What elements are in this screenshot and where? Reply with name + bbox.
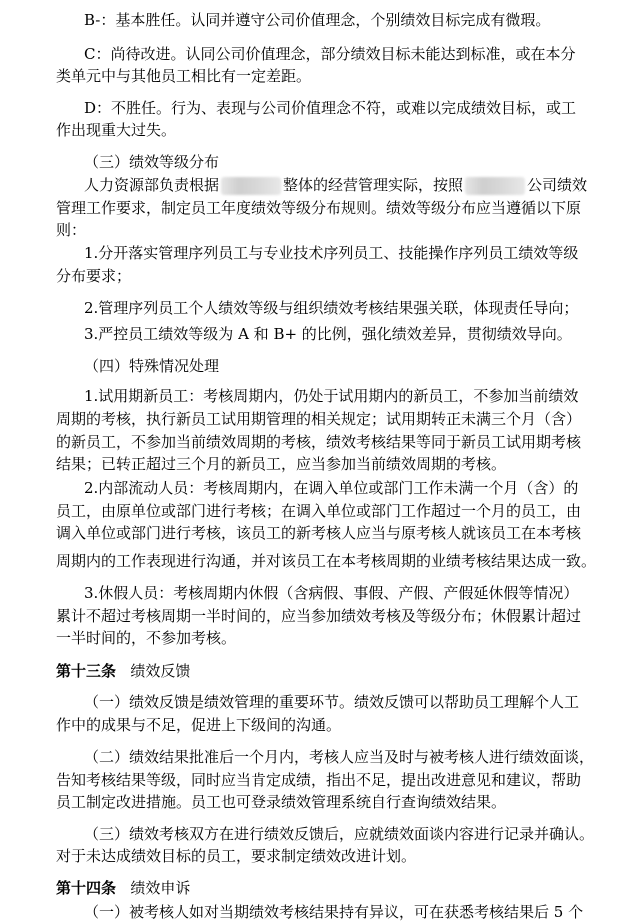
text-segment: 公司绩效 — [527, 176, 588, 194]
text-line: 则： — [56, 221, 87, 239]
redacted-company-name — [465, 177, 525, 195]
text-line: 3.严控员工绩效等级为 A 和 B+ 的比例，强化绩效差异，贯彻绩效导向。 — [84, 325, 572, 343]
text-line: 的新员工，不参加当前绩效周期的考核，绩效考核结果等同于新员工试用期考核 — [56, 433, 582, 451]
text-line: 员工制定改进措施。员工也可登录绩效管理系统自行查询绩效结果。 — [56, 793, 507, 811]
article-number: 第十四条 — [56, 879, 117, 897]
redacted-company-name — [221, 177, 281, 195]
section-heading: （三）绩效等级分布 — [84, 153, 220, 171]
text-line: 员工，由原单位或部门进行考核；在调入单位或部门工作超过一个月的员工，由 — [56, 502, 582, 520]
text-line: 1.试用期新员工：考核周期内，仍处于试用期内的新员工，不参加当前绩效 — [84, 387, 579, 405]
text-line: 调入单位或部门进行考核，该员工的新考核人应当与原考核人就该员工在本考核 — [56, 524, 582, 542]
text-line: 1.分开落实管理序列员工与专业技术序列员工、技能操作序列员工绩效等级 — [84, 244, 579, 262]
article-heading — [56, 661, 190, 681]
section-heading: （四）特殊情况处理 — [84, 357, 220, 375]
text-line: 结果；已转正超过三个月的新员工，应当参加当前绩效周期的考核。 — [56, 455, 507, 473]
text-line: D：不胜任。行为、表现与公司价值理念不符，或难以完成绩效目标，或工 — [84, 99, 577, 117]
text-line: （一）绩效反馈是绩效管理的重要环节。绩效反馈可以帮助员工理解个人工 — [84, 693, 580, 711]
text-line: 周期的考核，执行新员工试用期管理的相关规定；试用期转正未满三个月（含） — [56, 410, 582, 428]
article-heading — [56, 878, 190, 898]
text-line: 类单元中与其他员工相比有一定差距。 — [56, 67, 312, 85]
text-segment: 人力资源部负责根据 — [84, 176, 220, 194]
text-line: 对于未达成绩效目标的员工，要求制定绩效改进计划。 — [56, 847, 417, 865]
text-line: 管理工作要求，制定员工年度绩效等级分布规则。绩效等级分布应当遵循以下原 — [56, 199, 582, 217]
article-number: 第十三条 — [56, 662, 117, 680]
text-line: 分布要求； — [56, 267, 132, 285]
text-line: 3.休假人员：考核周期内休假（含病假、事假、产假、产假延休假等情况） — [84, 584, 579, 602]
text-line: 作出现重大过失。 — [56, 121, 177, 139]
text-line: 2.管理序列员工个人绩效等级与组织绩效考核结果强关联，体现责任导向； — [84, 299, 579, 317]
article-title: 绩效反馈 — [130, 662, 191, 680]
text-line: 告知考核结果等级，同时应当肯定成绩，指出不足，提出改进意见和建议，帮助 — [56, 771, 582, 789]
text-line: 一半时间的，不参加考核。 — [56, 629, 237, 647]
text-line: （二）绩效结果批准后一个月内，考核人应当及时与被考核人进行绩效面谈， — [84, 748, 595, 766]
text-line: 周期内的工作表现进行沟通，并对该员工在本考核周期的业绩考核结果达成一致。 — [56, 552, 597, 570]
article-title: 绩效申诉 — [130, 879, 191, 897]
text-segment: 整体的经营管理实际，按照 — [283, 176, 464, 194]
text-line: 作中的成果与不足，促进上下级间的沟通。 — [56, 716, 342, 734]
text-line: （三）绩效考核双方在进行绩效反馈后，应就绩效面谈内容进行记录并确认。 — [84, 825, 595, 843]
text-line — [84, 175, 587, 195]
text-line: B-：基本胜任。认同并遵守公司价值理念，个别绩效目标完成有微瑕。 — [84, 11, 551, 29]
text-line: （一）被考核人如对当期绩效考核结果持有异议，可在获悉考核结果后 5 个 — [84, 903, 584, 921]
text-line: 2.内部流动人员：考核周期内，在调入单位或部门工作未满一个月（含）的 — [84, 479, 579, 497]
text-line: C：尚待改进。认同公司价值理念，部分绩效目标未能达到标准，或在本分 — [84, 45, 576, 63]
text-line: 累计不超过考核周期一半时间的，应当参加绩效考核及等级分布；休假累计超过 — [56, 607, 582, 625]
